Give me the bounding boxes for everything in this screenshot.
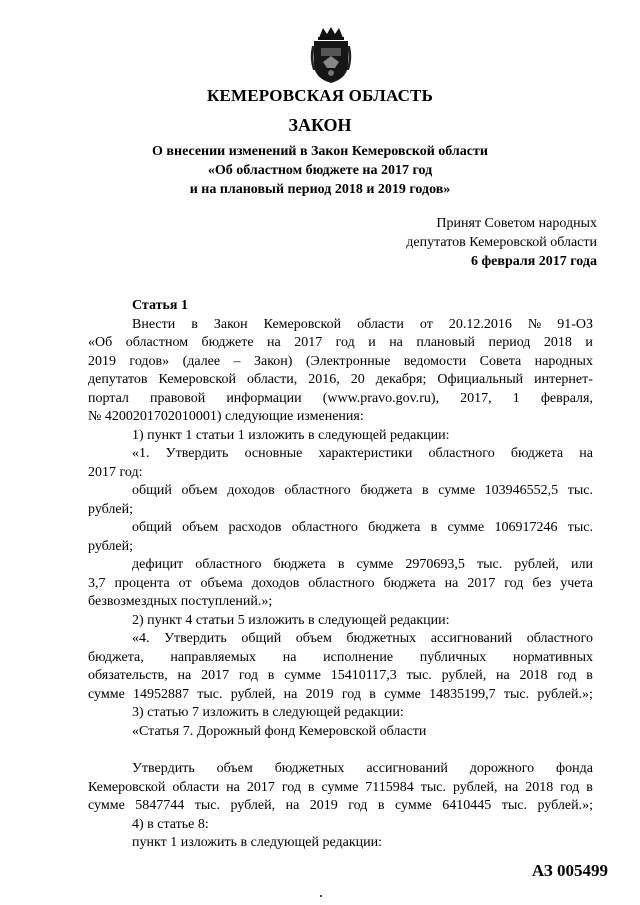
- word: 2019: [88, 353, 116, 369]
- word: объем: [182, 520, 219, 535]
- word: «1.: [132, 446, 150, 461]
- body-line: [88, 316, 593, 335]
- word: в: [586, 668, 593, 683]
- word: ассигнований: [430, 631, 513, 646]
- word: на: [496, 668, 510, 683]
- body-line: 4) в статье 8:: [132, 816, 209, 832]
- word: нормативных: [512, 649, 593, 665]
- word: сумме: [447, 520, 485, 535]
- word: 6410445: [442, 798, 492, 813]
- word: на: [504, 779, 519, 795]
- word: бюджете: [201, 335, 254, 350]
- word: Внести: [132, 316, 176, 332]
- word: сумме: [394, 798, 432, 813]
- word: или: [570, 557, 593, 572]
- word: февраля,: [540, 390, 593, 406]
- word: в: [377, 798, 385, 813]
- word: Кемеровской: [88, 779, 166, 795]
- word: бюджетных: [274, 761, 345, 776]
- body-line: [88, 667, 593, 686]
- body-line: [88, 797, 593, 816]
- word: декабря;: [375, 372, 427, 387]
- word: тыс.: [420, 779, 446, 795]
- word: объем: [181, 483, 218, 498]
- word: тыс.: [501, 798, 527, 813]
- word: объем: [216, 761, 253, 776]
- adoption-line: депутатов Кемеровской области: [406, 235, 597, 250]
- word: тыс.: [406, 668, 432, 683]
- body-line: [88, 556, 593, 575]
- word: годов»: [129, 353, 170, 369]
- body-line: 1) пункт 1 статьи 1 изложить в следующей редакции:: [132, 427, 450, 443]
- word: без: [532, 575, 552, 591]
- word: 2017: [294, 335, 323, 350]
- body-line: [88, 779, 593, 798]
- word: учета: [560, 575, 593, 591]
- body-line: рублей;: [88, 538, 133, 554]
- word: рублей,: [514, 557, 559, 572]
- body-line: [88, 630, 593, 649]
- word: портал: [88, 390, 129, 406]
- word: 1: [512, 390, 520, 406]
- word: плановый: [416, 335, 476, 350]
- word: Кемеровской: [263, 316, 342, 332]
- body-line: [88, 575, 593, 594]
- word: в: [307, 779, 315, 795]
- word: период: [488, 335, 531, 350]
- word: Утвердить: [132, 761, 195, 776]
- article-body: [88, 297, 593, 853]
- word: народных: [534, 353, 593, 369]
- word: 2017: [467, 575, 496, 591]
- word: фонда: [556, 761, 593, 776]
- word: областного: [428, 446, 495, 461]
- word: сумме: [284, 668, 321, 683]
- word: бюджета: [383, 575, 436, 591]
- word: 20.12.2016: [448, 316, 512, 332]
- body-line: [88, 519, 593, 538]
- word: 5847744: [135, 798, 185, 813]
- word: тыс.: [567, 483, 593, 498]
- word: тыс.: [567, 520, 593, 535]
- word: информации: [226, 390, 302, 406]
- word: Кемеровской: [158, 372, 236, 387]
- word: в: [337, 557, 345, 572]
- word: рублей,: [230, 686, 276, 702]
- word: 2017: [246, 779, 275, 795]
- word: на: [226, 779, 240, 795]
- word: рублей.»;: [537, 798, 593, 813]
- word: ассигнований: [366, 761, 448, 776]
- word: 2017: [201, 668, 230, 683]
- word: сумме: [88, 686, 125, 702]
- word: тыс.: [197, 686, 223, 702]
- word: области: [357, 316, 404, 332]
- adoption-line: Принят Советом народных: [436, 216, 597, 231]
- word: Совета: [479, 353, 522, 369]
- word: Утвердить: [165, 446, 229, 461]
- word: объем: [295, 631, 332, 646]
- body-line: рублей;: [88, 501, 133, 517]
- word: 2018: [519, 668, 548, 683]
- word: дорожного: [469, 761, 535, 776]
- word: процента: [114, 575, 170, 591]
- word: на: [177, 668, 192, 683]
- word: Официальный: [437, 372, 524, 387]
- body-line: «Статья 7. Дорожный фонд Кемеровской области: [132, 723, 427, 739]
- word: (Электронные: [305, 353, 391, 369]
- word: 14952887: [133, 686, 190, 702]
- word: доходов: [227, 483, 275, 498]
- word: правовой: [150, 390, 206, 406]
- word: дефицит: [132, 557, 184, 572]
- word: областном: [125, 335, 189, 350]
- word: направляемых: [170, 649, 256, 665]
- word: области: [172, 779, 220, 795]
- word: областного: [526, 631, 593, 646]
- body-line: [88, 334, 593, 353]
- document-serial-number: АЗ 005499: [531, 861, 608, 880]
- word: Закон): [253, 353, 293, 369]
- word: 103946552,5: [484, 483, 559, 498]
- body-line: 2) пункт 4 статьи 5 изложить в следующей редакции:: [132, 612, 450, 628]
- word: в: [369, 686, 376, 702]
- word: Закон: [213, 316, 248, 332]
- word: в: [191, 316, 198, 332]
- word: «Об: [88, 335, 113, 350]
- word: 2019: [305, 686, 334, 702]
- body-line: [88, 760, 593, 779]
- body-line: безвозмездных поступлений.»;: [88, 594, 273, 609]
- word: доходов: [251, 575, 300, 591]
- word: объема: [200, 575, 243, 591]
- word: бюджета: [510, 446, 564, 461]
- word: бюджета,: [88, 649, 144, 665]
- word: и: [585, 335, 593, 350]
- body-line: 3) статью 7 изложить в следующей редакции:: [132, 705, 404, 720]
- body-line: [88, 353, 593, 372]
- word: год: [557, 668, 577, 683]
- word: в: [422, 483, 429, 498]
- scan-speck: [320, 895, 322, 897]
- word: тыс.: [194, 798, 220, 813]
- word: от: [178, 575, 192, 591]
- word: год: [335, 335, 355, 350]
- adoption-date: 6 февраля 2017 года: [471, 254, 597, 269]
- word: сумме: [438, 483, 476, 498]
- word: областного: [308, 575, 375, 591]
- word: бюджетных: [346, 631, 417, 646]
- word: на: [579, 446, 593, 461]
- word: на: [444, 575, 459, 591]
- word: и: [368, 335, 376, 350]
- word: областного: [291, 520, 358, 535]
- word: на: [283, 686, 298, 702]
- word: исполнение: [323, 649, 394, 665]
- word: 2018: [525, 779, 554, 795]
- word: рублей,: [230, 798, 276, 813]
- body-line: пункт 1 изложить в следующей редакции:: [132, 835, 382, 850]
- word: в: [430, 520, 438, 535]
- word: 2970693,5: [405, 557, 465, 572]
- adoption-block: [406, 214, 597, 271]
- word: ведомости: [403, 353, 467, 369]
- word: 20: [350, 372, 365, 387]
- word: 91-ОЗ: [557, 316, 593, 332]
- word: на: [282, 649, 297, 665]
- body-line: № 4200201702010001) следующие изменения:: [88, 409, 364, 424]
- word: год: [560, 779, 580, 795]
- word: 2018: [543, 335, 572, 350]
- word: общий: [132, 483, 172, 498]
- word: 2019: [309, 798, 338, 813]
- word: от: [419, 316, 433, 332]
- word: 15410117,3: [330, 668, 397, 683]
- word: 2017,: [460, 390, 492, 406]
- body-line: [88, 445, 593, 464]
- word: 7115984: [365, 779, 414, 795]
- word: рублей,: [452, 779, 498, 795]
- word: год: [341, 686, 361, 702]
- word: 106917246: [494, 520, 558, 535]
- word: год: [238, 668, 258, 683]
- word: (www.pravo.gov.ru),: [322, 390, 440, 406]
- word: (далее: [182, 353, 221, 369]
- word: 3,7: [88, 575, 106, 591]
- word: Утвердить: [164, 631, 227, 646]
- word: бюджета: [368, 520, 421, 535]
- word: областного: [284, 483, 351, 498]
- word: 14835199,7: [429, 686, 496, 702]
- word: сумме: [321, 779, 359, 795]
- word: год: [281, 779, 301, 795]
- word: тыс.: [503, 686, 530, 702]
- word: год: [348, 798, 368, 813]
- word: бюджета: [360, 483, 413, 498]
- word: сумме: [88, 798, 125, 813]
- word: сумме: [356, 557, 394, 572]
- word: на: [267, 335, 281, 350]
- word: год: [504, 575, 524, 591]
- word: рублей.»;: [537, 686, 593, 702]
- word: бюджета: [273, 557, 326, 572]
- word: «4.: [132, 631, 150, 646]
- word: сумме: [384, 686, 421, 702]
- word: –: [233, 353, 241, 369]
- law-subject: [0, 142, 640, 199]
- subject-line: «Об областном бюджете на 2017 год: [207, 163, 433, 178]
- coat-of-arms-icon: [309, 26, 353, 84]
- body-line: [88, 371, 593, 390]
- subject-line: и на плановый период 2018 и 2019 годов»: [189, 182, 451, 197]
- word: 2016,: [308, 372, 340, 387]
- word: областного: [195, 557, 262, 572]
- body-line: [88, 686, 593, 705]
- word: №: [527, 316, 542, 332]
- word: интернет-: [534, 372, 593, 387]
- body-line: [88, 390, 593, 409]
- word: депутатов: [88, 372, 148, 387]
- word: общий: [132, 520, 172, 535]
- word: обязательств,: [88, 668, 168, 683]
- word: публичных: [419, 649, 487, 665]
- region-title: КЕМЕРОВСКАЯ ОБЛАСТЬ: [206, 86, 434, 105]
- word: на: [285, 798, 300, 813]
- body-line: [88, 482, 593, 501]
- subject-line: О внесении изменений в Закон Кемеровской области: [152, 144, 488, 159]
- word: рублей,: [441, 668, 487, 683]
- document-type: ЗАКОН: [288, 115, 352, 135]
- body-line: [88, 649, 593, 668]
- word: характеристики: [318, 446, 413, 461]
- word: области,: [246, 372, 298, 387]
- word: тыс.: [476, 557, 503, 572]
- word: общий: [241, 631, 282, 646]
- word: в: [267, 668, 275, 683]
- word: расходов: [228, 520, 282, 535]
- word: основные: [244, 446, 303, 461]
- article-heading: Статья 1: [132, 298, 188, 313]
- body-line: 2017 год:: [88, 464, 143, 480]
- word: в: [586, 779, 593, 795]
- word: на: [389, 335, 403, 350]
